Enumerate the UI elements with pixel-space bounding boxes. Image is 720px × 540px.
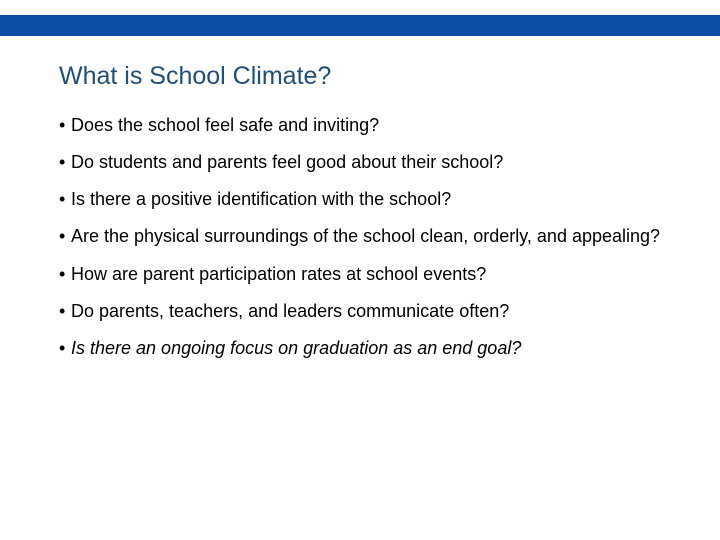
bullet-text: Are the physical surroundings of the school clean, orderly, and appealing? (71, 226, 661, 246)
bullet-item (59, 113, 679, 137)
bullet-item (59, 150, 679, 174)
bullet-text: Do parents, teachers, and leaders communicate often? (71, 301, 510, 321)
bullet-text: Does the school feel safe and inviting? (71, 115, 380, 135)
bullet-dot-icon: • (59, 226, 66, 246)
bullet-text: Is there an ongoing focus on graduation as an end goal? (71, 338, 522, 358)
slide-title: What is School Climate? (59, 62, 332, 90)
bullet-dot-icon: • (59, 115, 66, 135)
bullet-dot-icon: • (59, 301, 66, 321)
bullet-item (59, 262, 679, 286)
top-accent-bar (0, 15, 720, 36)
bullet-dot-icon: • (59, 189, 66, 209)
bullet-text: Is there a positive identification with the school? (71, 189, 452, 209)
bullet-text: How are parent participation rates at school events? (71, 264, 487, 284)
bullet-item (59, 187, 679, 211)
bullet-dot-icon: • (59, 264, 66, 284)
bullet-dot-icon: • (59, 152, 66, 172)
bullet-item (59, 299, 679, 323)
bullet-list (59, 113, 679, 373)
bullet-item (59, 336, 679, 360)
bullet-item (59, 224, 679, 248)
bullet-text: Do students and parents feel good about their school? (71, 152, 504, 172)
bullet-dot-icon: • (59, 338, 66, 358)
